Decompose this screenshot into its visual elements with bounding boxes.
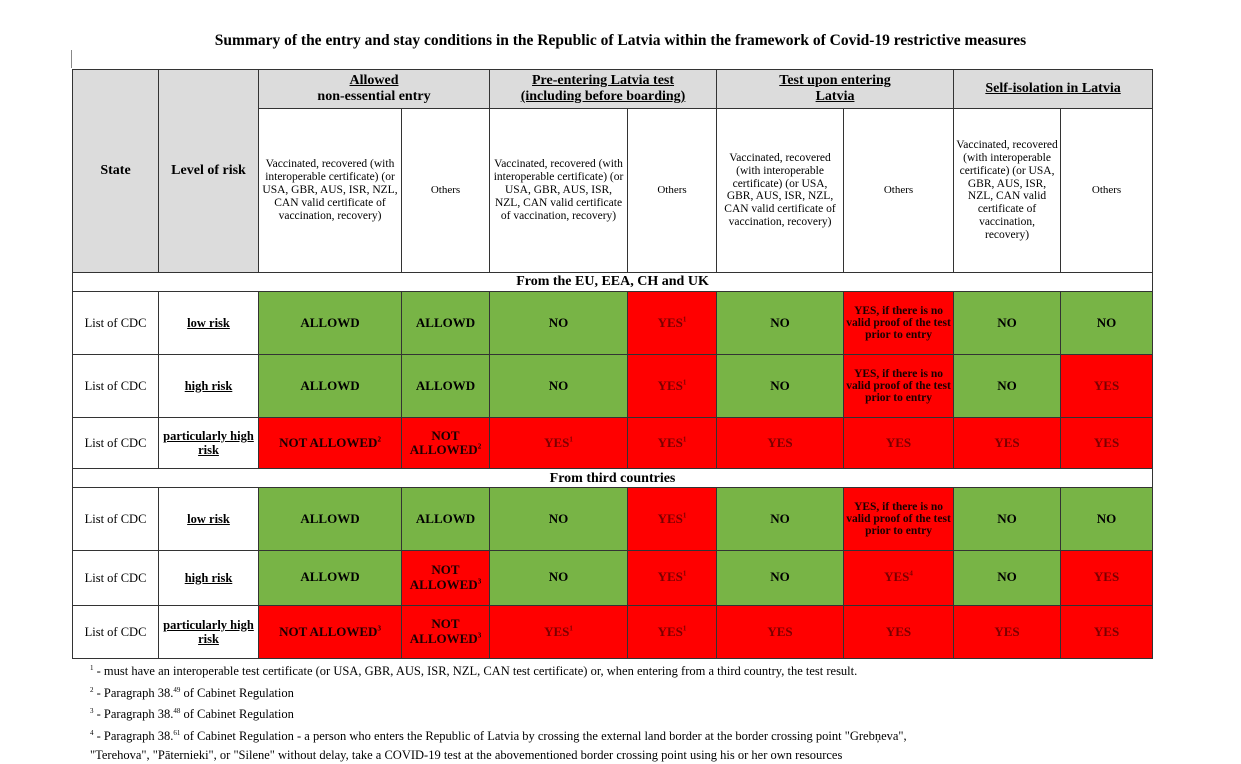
status-cell: YES, if there is no valid proof of the test prior to entry xyxy=(844,291,954,354)
state-cell: List of CDC xyxy=(73,605,159,658)
header-test-upon-entering: Test upon entering Latvia xyxy=(717,70,954,109)
state-cell: List of CDC xyxy=(73,418,159,469)
section-title: From the EU, EEA, CH and UK xyxy=(73,272,1153,291)
status-cell: ALLOWD xyxy=(259,354,402,417)
status-cell: YES xyxy=(1061,418,1153,469)
status-cell: YES$^1$ xyxy=(628,488,717,550)
state-cell: List of CDC xyxy=(73,550,159,605)
status-cell: YES$^1$ xyxy=(628,354,717,417)
footnote: "Terehova", "Pāternieki", or "Silene" without delay, take a COVID-19 test at the abovementioned border crossing point using his or her own resources xyxy=(90,747,843,762)
status-cell: NO xyxy=(717,354,844,417)
risk-level-cell: low risk xyxy=(159,488,259,550)
status-cell: YES xyxy=(1061,354,1153,417)
subheader-others: Others xyxy=(402,109,490,273)
status-cell: YES$^1$ xyxy=(628,550,717,605)
status-cell: NO xyxy=(954,354,1061,417)
subheader-vaccinated: Vaccinated, recovered (with interoperable certificate) (or USA, GBR, AUS, ISR, NZL, CAN valid certificate of vaccination, recovery) xyxy=(717,109,844,273)
status-cell: YES xyxy=(1061,550,1153,605)
subheader-vaccinated: Vaccinated, recovered (with interoperable certificate) (or USA, GBR, AUS, ISR, NZL, CAN valid certificate of vaccination, recovery) xyxy=(954,109,1061,273)
table-row xyxy=(73,354,1153,417)
status-cell: YES$^1$ xyxy=(628,605,717,658)
status-cell: NO xyxy=(954,291,1061,354)
footnote: $^2$ - Paragraph 38.49 of Cabinet Regulation xyxy=(90,685,294,700)
status-cell: NOT ALLOWED$^2$ xyxy=(259,418,402,469)
subheader-others: Others xyxy=(1061,109,1153,273)
status-cell: NO xyxy=(717,488,844,550)
subheader-vaccinated: Vaccinated, recovered (with interoperable certificate) (or USA, GBR, AUS, ISR, NZL, CAN valid certificate of vaccination, recovery) xyxy=(490,109,628,273)
table-row xyxy=(73,418,1153,469)
status-cell: NOT ALLOWED$^3$ xyxy=(259,605,402,658)
footnotes xyxy=(90,659,1190,764)
status-cell: NO xyxy=(717,550,844,605)
status-cell: NO xyxy=(717,291,844,354)
summary-table xyxy=(72,69,1153,659)
status-cell: NO xyxy=(1061,291,1153,354)
status-cell: NOT ALLOWED$^3$ xyxy=(402,605,490,658)
header-level-of-risk: Level of risk xyxy=(159,70,259,273)
status-cell: ALLOWD xyxy=(259,488,402,550)
status-cell: NO xyxy=(490,488,628,550)
status-cell: YES xyxy=(844,418,954,469)
risk-level-cell: high risk xyxy=(159,354,259,417)
status-cell: ALLOWD xyxy=(402,291,490,354)
status-cell: YES$^1$ xyxy=(490,605,628,658)
status-cell: YES xyxy=(1061,605,1153,658)
status-cell: YES$^1$ xyxy=(628,291,717,354)
status-cell: NOT ALLOWED$^3$ xyxy=(402,550,490,605)
status-cell: YES$^1$ xyxy=(628,418,717,469)
risk-level-cell: low risk xyxy=(159,291,259,354)
page-title: Summary of the entry and stay conditions in the Republic of Latvia within the framework of Covid-19 restrictive measures xyxy=(214,32,1027,49)
status-cell: YES$^1$ xyxy=(490,418,628,469)
subheader-vaccinated: Vaccinated, recovered (with interoperable certificate) (or USA, GBR, AUS, ISR, NZL, CAN valid certificate of vaccination, recovery) xyxy=(259,109,402,273)
section-title: From third countries xyxy=(73,469,1153,488)
status-cell: YES xyxy=(717,418,844,469)
status-cell: NOT ALLOWED$^2$ xyxy=(402,418,490,469)
status-cell: YES, if there is no valid proof of the test prior to entry xyxy=(844,488,954,550)
status-cell: NO xyxy=(490,550,628,605)
status-cell: YES$^4$ xyxy=(844,550,954,605)
state-cell: List of CDC xyxy=(73,291,159,354)
status-cell: NO xyxy=(954,550,1061,605)
header-self-isolation: Self-isolation in Latvia xyxy=(954,70,1153,109)
status-cell: NO xyxy=(490,354,628,417)
state-cell: List of CDC xyxy=(73,354,159,417)
left-margin-rule xyxy=(71,50,72,68)
status-cell: ALLOWD xyxy=(259,550,402,605)
table-row xyxy=(73,605,1153,658)
table-row xyxy=(73,550,1153,605)
state-cell: List of CDC xyxy=(73,488,159,550)
table-row xyxy=(73,488,1153,550)
footnote: $^1$ - must have an interoperable test certificate (or USA, GBR, AUS, ISR, NZL, CAN test certificate) or, when entering from a third country, the test result. xyxy=(90,664,858,679)
status-cell: NO xyxy=(490,291,628,354)
header-state: State xyxy=(73,70,159,273)
status-cell: YES xyxy=(844,605,954,658)
status-cell: ALLOWD xyxy=(402,488,490,550)
risk-level-cell: particularly high risk xyxy=(159,418,259,469)
status-cell: YES xyxy=(954,605,1061,658)
table-row xyxy=(73,291,1153,354)
risk-level-cell: particularly high risk xyxy=(159,605,259,658)
status-cell: ALLOWD xyxy=(402,354,490,417)
subheader-others: Others xyxy=(844,109,954,273)
footnote: $^4$ - Paragraph 38.61 of Cabinet Regulation - a person who enters the Republic of Latvia by crossing the external land border at the border crossing point "Grebņeva", xyxy=(90,728,907,744)
footnote: $^3$ - Paragraph 38.48 of Cabinet Regulation xyxy=(90,707,294,722)
status-cell: YES, if there is no valid proof of the test prior to entry xyxy=(844,354,954,417)
status-cell: YES xyxy=(954,418,1061,469)
subheader-others: Others xyxy=(628,109,717,273)
status-cell: NO xyxy=(954,488,1061,550)
status-cell: YES xyxy=(717,605,844,658)
risk-level-cell: high risk xyxy=(159,550,259,605)
header-allowed-entry: Allowed non-essential entry xyxy=(259,70,490,109)
status-cell: ALLOWD xyxy=(259,291,402,354)
header-pre-entering-test: Pre-entering Latvia test (including before boarding) xyxy=(490,70,717,109)
status-cell: NO xyxy=(1061,488,1153,550)
